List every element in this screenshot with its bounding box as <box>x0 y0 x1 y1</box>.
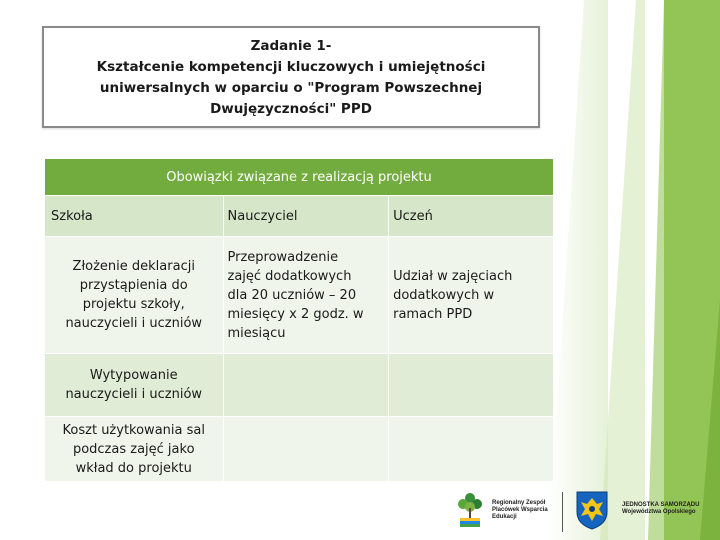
cell-line: nauczycieli i uczniów <box>65 387 203 402</box>
cell-nauczyciel <box>223 237 389 354</box>
cell-line: miesięcy x 2 godz. w <box>227 306 364 322</box>
coat-of-arms-icon <box>574 490 610 530</box>
title-line: Kształcenie kompetencji kluczowych i umiejętności <box>96 59 486 75</box>
jst-logo-text <box>622 502 699 516</box>
title-line: uniwersalnych w oparciu o "Program Powszechnej <box>99 80 483 96</box>
cell-uczen <box>389 237 554 354</box>
cell-line: Przeprowadzenie <box>227 249 339 265</box>
table-row <box>45 417 554 482</box>
table-header-row <box>45 159 554 196</box>
cell-line: Złożenie deklaracji <box>72 259 195 274</box>
logo-line: JEDNOSTKA SAMORZĄDU <box>622 502 700 508</box>
column-header-szkola: Szkoła <box>45 196 224 237</box>
duties-table <box>44 158 554 482</box>
table-row <box>45 237 554 354</box>
footer-logos <box>450 488 720 540</box>
title-line: Dwujęzyczności" PPD <box>210 101 372 117</box>
cell-nauczyciel <box>223 354 389 417</box>
cell-uczen <box>389 354 554 417</box>
cell-line: miesiącu <box>227 325 286 341</box>
cell-line: Koszt użytkowania sal <box>62 422 205 438</box>
cell-line: zajęć dodatkowych <box>227 268 352 284</box>
cell-line: wkład do projektu <box>75 460 192 476</box>
logo-line: Województwa Opolskiego <box>622 509 696 515</box>
cell-line: Udział w zajęciach <box>393 268 513 284</box>
cell-line: podczas zajęć jako <box>72 441 195 457</box>
cell-line: dla 20 uczniów – 20 <box>227 287 357 303</box>
cell-line: dodatkowych w <box>393 287 495 303</box>
title-line: Zadanie 1- <box>250 38 332 54</box>
cell-nauczyciel <box>223 417 389 482</box>
logo-line: Placówek Wsparcia <box>492 507 548 513</box>
rpo-logo-text <box>492 500 548 521</box>
cell-szkola <box>45 417 224 482</box>
cell-uczen <box>389 417 554 482</box>
logo-line: Edukacji <box>492 514 517 520</box>
cell-line: nauczycieli i uczniów <box>65 316 203 331</box>
logo-line: Regionalny Zespół <box>492 500 546 506</box>
decor-stripe <box>548 0 608 540</box>
cell-line: ramach PPD <box>393 306 473 322</box>
logo-separator <box>562 492 563 532</box>
cell-szkola <box>45 237 224 354</box>
column-header-row <box>45 196 554 237</box>
cell-line: projektu szkoły, <box>82 297 185 312</box>
cell-line: przystąpienia do <box>79 278 188 293</box>
column-header-uczen: Uczeń <box>389 196 554 237</box>
column-header-nauczyciel: Nauczyciel <box>223 196 389 237</box>
cell-szkola <box>45 354 224 417</box>
tree-logo-icon <box>454 490 486 530</box>
slide-title <box>42 26 540 128</box>
cell-line: Wytypowanie <box>89 368 178 383</box>
table-row <box>45 354 554 417</box>
table-header: Obowiązki związane z realizacją projektu <box>45 159 554 196</box>
